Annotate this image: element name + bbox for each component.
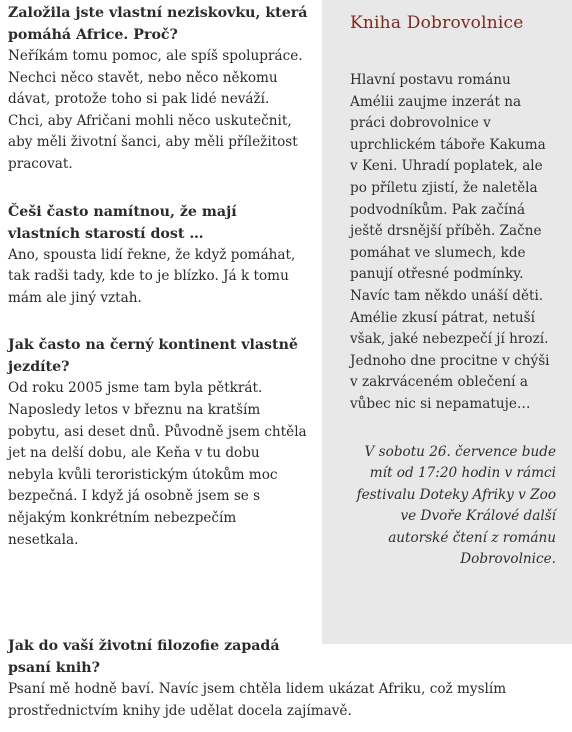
interview-question: Založila jste vlastní neziskovku, která pomáhá Africe. Proč? (8, 5, 308, 43)
qa-block (8, 201, 308, 310)
interview-answer: Neříkám tomu pomoc, ale spíš spolupráce. Nechci něco stavět, nebo něco někomu dávat, protože toho si pak lidé neváží. Chci, aby Afričani mohli něco uskutečnit, aby měli životní šanci, aby měli příležitost pracovat. (8, 48, 303, 172)
interview-question: Jak do vaší životní filozofie zapadá psaní knih? (8, 638, 280, 676)
book-sidebar (322, 0, 572, 644)
sidebar-description: Hlavní postavu románu Amélii zaujme inzerát na práci dobrovolnice v uprchlickém táboře Kakuma v Keni. Uhradí poplatek, ale po příletu zjistí, že naletěla podvodníkům. Pak začíná ještě drsnější příběh. Začne pomáhat ve slumech, kde panují otřesné podmínky. Navíc tam někdo unáší děti. Amélie zkusí pátrat, netuší však, jaké nebezpečí jí hrozí. Jednoho dne procitne v chýši v zakrváceném oblečení a vůbec nic si nepamatuje… (350, 72, 550, 412)
sidebar-title: Kniha Dobrovolnice (350, 13, 524, 33)
qa-block (8, 635, 568, 722)
interview-answer: Od roku 2005 jsme tam byla pětkrát. Naposledy letos v březnu na kratším pobytu, asi deset dnů. Původně jsem chtěla jet na delší dobu, ale Keňa v tu dobu nebyla kvůli teroristickým útokům moc bezpečná. I když já osobně jsem se s nějakým konkrétním nebezpečím nesetkala. (8, 380, 307, 548)
qa-block (8, 2, 308, 176)
interview-question: Jak často na černý kontinent vlastně jezdíte? (8, 337, 298, 376)
interview-answer: Psaní mě hodně baví. Navíc jsem chtěla lidem ukázat Afriku, což myslím prostřednictvím knihy jde udělat docela zajímavě. (8, 681, 507, 719)
qa-block (8, 334, 308, 551)
interview-column (8, 2, 308, 576)
sidebar-event-note: V sobotu 26. července bude mít od 17:20 hodin v rámci festivalu Doteky Afriky v Zoo ve Dvoře Králové další autorské čtení z románu Dobrovolnice. (356, 443, 556, 568)
interview-question: Češi často namítnou, že mají vlastních starostí dost … (8, 203, 237, 242)
interview-answer: Ano, spousta lidí řekne, že když pomáhat, tak radši tady, kde to je blízko. Já k tomu mám ale jiný vztah. (8, 246, 296, 306)
